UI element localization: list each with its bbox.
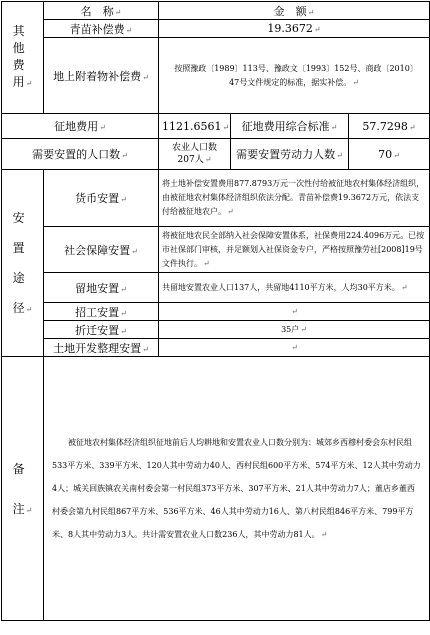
land-cost-standard-value: 57.7298↵: [349, 114, 430, 139]
placement-label: 安置途径↵: [2, 170, 44, 357]
resettle-labor-label: 需要安置劳动力人数↵: [231, 139, 349, 170]
employment-label: 招工安置↵: [44, 303, 159, 321]
seedling-comp-value: 19.3672↵: [159, 20, 430, 38]
remarks-label: 备注↵: [2, 357, 44, 621]
land-cost-standard-label: 征地费用综合标准↵: [231, 114, 349, 139]
resettle-pop-label: 需要安置的人口数↵: [2, 139, 159, 170]
seedling-comp-label: 青苗补偿费↵: [44, 20, 159, 38]
name-column-header: 名 称↵: [44, 2, 159, 20]
social-security-label: 社会保障安置↵: [44, 227, 159, 273]
resettle-pop-value: 农业人口数207人↵: [159, 139, 231, 170]
land-cost-value: 1121.6561↵: [159, 114, 231, 139]
attachment-comp-label: 地上附着物补偿费↵: [44, 38, 159, 114]
retained-land-value: 共留地安置农业人口137人，共留地4110平方米，人均30平方米。↵: [159, 273, 430, 303]
demolition-label: 折迁安置↵: [44, 321, 159, 339]
remarks-text: 被征地农村集体经济组织征地前后人均耕地和安置农业人口数分别为：城郊乡西穆村委会东村民组533平方米、339平方米、120人其中劳动力40人、西村民组600平方米、574平方米、12人其中劳动力4人；城关回族镇农关南村委会第一村民组373平方米、307平方米、21人其中劳动力7人；董店乡董西村委会第九村民组867平方米、536平方米、46人其中劳动力16人、第八村民组846平方米、799平方米、8人其中劳动力3人。共计需安置农业人口数236人，其中劳动力81人。↵: [44, 357, 430, 621]
currency-placement-label: 货币安置↵: [44, 170, 159, 227]
resettle-labor-value: 70↵: [349, 139, 430, 170]
land-development-value: ↵: [159, 339, 430, 357]
retained-land-label: 留地安置↵: [44, 273, 159, 303]
currency-placement-value: 将土地补偿安置费用877.8793万元一次性付给被征地农村集体经济组织，由被征地农村集体经济组织依法分配。青苗补偿费19.3672万元，依法支付给被征地农户。↵: [159, 170, 430, 227]
demolition-value: 35户↵: [159, 321, 430, 339]
land-development-label: 土地开发整理安置↵: [44, 339, 159, 357]
land-acquisition-table: [1, 1, 430, 621]
social-security-value: 将被征地农民全部纳入社会保障安置体系，社保费用224.4096万元。已按市社保部门审核，并足额划入社保资金专户，严格按照豫劳社[2008]19号文件执行。↵: [159, 227, 430, 273]
other-costs-label: 其他费用↵: [2, 2, 44, 114]
attachment-comp-value: 按照豫政〔1989〕113号、豫政文〔1993〕152号、商政〔2010〕47号文件规定的标准，据实补偿。↵: [159, 38, 430, 114]
land-cost-label: 征地费用↵: [2, 114, 159, 139]
employment-value: ↵: [159, 303, 430, 321]
amount-column-header: 金 额↵: [159, 2, 430, 20]
